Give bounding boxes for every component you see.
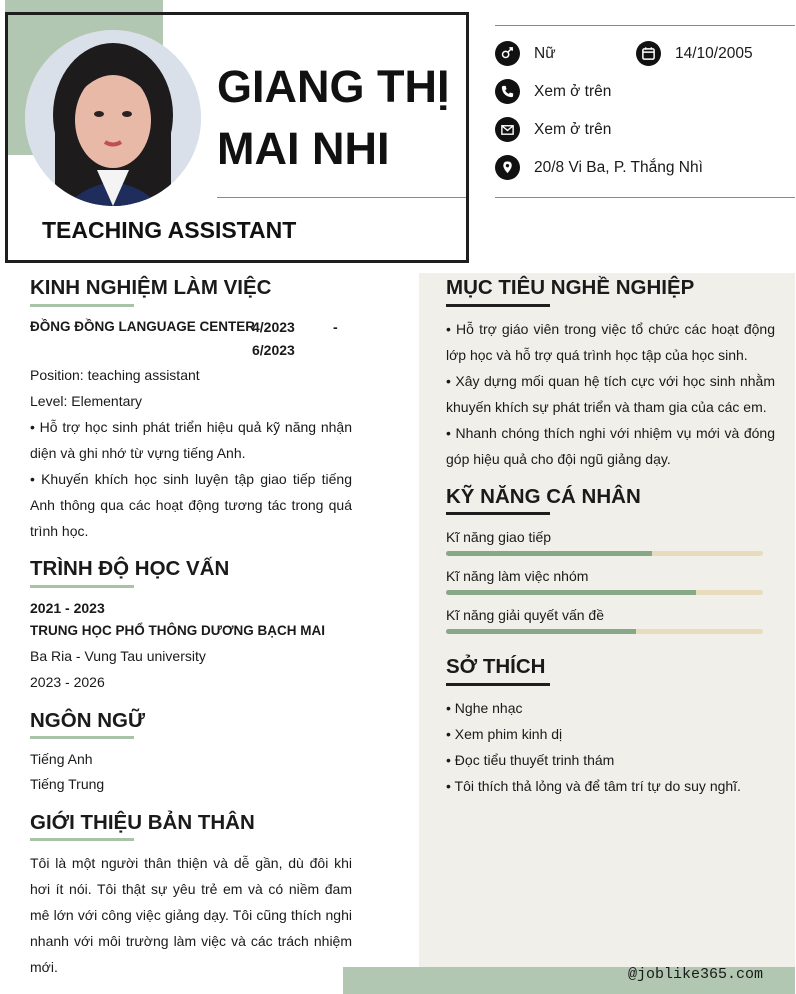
footer-watermark: @joblike365.com bbox=[628, 966, 764, 983]
skill-bar bbox=[446, 551, 763, 556]
experience-date-start: 4/2023 bbox=[252, 319, 295, 335]
experience-bullet: • Khuyến khích học sinh luyện tập giao tiếp tiếng Anh thông qua các hoạt động tương tác trong quá trình học. bbox=[30, 471, 352, 539]
experience-underline bbox=[30, 304, 134, 307]
experience-bullet: • Hỗ trợ học sinh phát triển hiệu quả kỹ năng nhận diện và ghi nhớ từ vựng tiếng Anh. bbox=[30, 419, 352, 461]
skill-bar bbox=[446, 590, 763, 595]
experience-level: Level: Elementary bbox=[30, 393, 143, 409]
education-underline bbox=[30, 585, 134, 588]
about-text: Tôi là một người thân thiện và dễ gần, dù đôi khi hơi ít nói. Tôi thật sự yêu trẻ em và có niềm đam mê lớn với công việc giảng dạy. Tôi cũng thích nghi nhanh với môi trường làm việc và các trách nhiệm mới. bbox=[30, 855, 352, 975]
objective-bullets bbox=[446, 316, 775, 472]
name-divider bbox=[217, 197, 466, 198]
hobby-item: • Tôi thích thả lỏng và để tâm trí tự do suy nghĩ. bbox=[446, 778, 741, 794]
language-item: Tiếng Anh bbox=[30, 751, 93, 767]
contact-birthday bbox=[636, 41, 753, 66]
education-heading: TRÌNH ĐỘ HỌC VẤN bbox=[30, 557, 230, 580]
gender-icon bbox=[495, 41, 520, 66]
birthday-value: 14/10/2005 bbox=[675, 44, 753, 62]
skill-label: Kĩ năng giao tiếp bbox=[446, 529, 552, 545]
experience-heading: KINH NGHIỆM LÀM VIỆC bbox=[30, 276, 272, 299]
skill-bar bbox=[446, 629, 763, 634]
skills-heading: KỸ NĂNG CÁ NHÂN bbox=[446, 485, 641, 508]
objective-bullet: • Hỗ trợ giáo viên trong việc tổ chức các hoạt động lớp học và hỗ trợ quá trình học tập của học sinh. bbox=[446, 321, 775, 363]
education-years-2: 2023 - 2026 bbox=[30, 674, 105, 690]
language-item: Tiếng Trung bbox=[30, 776, 105, 792]
education-school-2: Ba Ria - Vung Tau university bbox=[30, 648, 206, 664]
about-underline bbox=[30, 838, 134, 841]
objective-heading: MỤC TIÊU NGHỀ NGHIỆP bbox=[446, 276, 695, 299]
calendar-icon bbox=[636, 41, 661, 66]
contact-phone bbox=[495, 79, 611, 104]
objective-underline bbox=[446, 304, 550, 307]
envelope-icon bbox=[495, 117, 520, 142]
hobbies-heading: SỞ THÍCH bbox=[446, 655, 546, 678]
skill-bar-fill bbox=[446, 551, 652, 556]
experience-date-end: 6/2023 bbox=[252, 342, 295, 358]
location-pin-icon bbox=[495, 155, 520, 180]
experience-bullets bbox=[30, 414, 352, 544]
contact-bottom-divider bbox=[495, 197, 795, 198]
objective-bullet: • Xây dựng mối quan hệ tích cực với học sinh nhằm khuyến khích sự phát triển và tham gia của các em. bbox=[446, 373, 775, 415]
hobby-item: • Nghe nhạc bbox=[446, 700, 523, 716]
contact-gender bbox=[495, 41, 556, 66]
phone-value: Xem ở trên bbox=[534, 82, 612, 100]
about-heading: GIỚI THIỆU BẢN THÂN bbox=[30, 811, 255, 834]
skill-label: Kĩ năng giải quyết vấn đề bbox=[446, 607, 605, 623]
profile-photo bbox=[25, 30, 201, 206]
candidate-name: GIANG THỊ MAI NHI bbox=[217, 61, 450, 174]
education-school-1: TRUNG HỌC PHỔ THÔNG DƯƠNG BẠCH MAI bbox=[30, 623, 325, 638]
experience-date-separator: - bbox=[333, 319, 338, 335]
address-value: 20/8 Vi Ba, P. Thắng Nhì bbox=[534, 158, 703, 176]
job-title: TEACHING ASSISTANT bbox=[42, 217, 297, 243]
skill-bar-fill bbox=[446, 629, 636, 634]
email-value: Xem ở trên bbox=[534, 120, 612, 138]
profile-photo-image bbox=[25, 30, 201, 206]
experience-company: ĐỒNG ĐỒNG LANGUAGE CENTER bbox=[30, 319, 256, 334]
experience-position: Position: teaching assistant bbox=[30, 367, 200, 383]
objective-bullet: • Nhanh chóng thích nghi với nhiệm vụ mới và đóng góp hiệu quả cho đội ngũ giảng dạy. bbox=[446, 425, 775, 467]
skills-underline bbox=[446, 512, 550, 515]
contact-address bbox=[495, 155, 703, 180]
languages-underline bbox=[30, 736, 134, 739]
hobbies-underline bbox=[446, 683, 550, 686]
hobby-item: • Đọc tiểu thuyết trinh thám bbox=[446, 752, 615, 768]
skill-bar-fill bbox=[446, 590, 696, 595]
languages-heading: NGÔN NGỮ bbox=[30, 709, 145, 732]
education-years-1: 2021 - 2023 bbox=[30, 600, 105, 616]
gender-value: Nữ bbox=[534, 44, 556, 62]
phone-icon bbox=[495, 79, 520, 104]
contact-top-divider bbox=[495, 25, 795, 26]
contact-email bbox=[495, 117, 611, 142]
skill-label: Kĩ năng làm việc nhóm bbox=[446, 568, 589, 584]
hobby-item: • Xem phim kinh dị bbox=[446, 726, 563, 742]
